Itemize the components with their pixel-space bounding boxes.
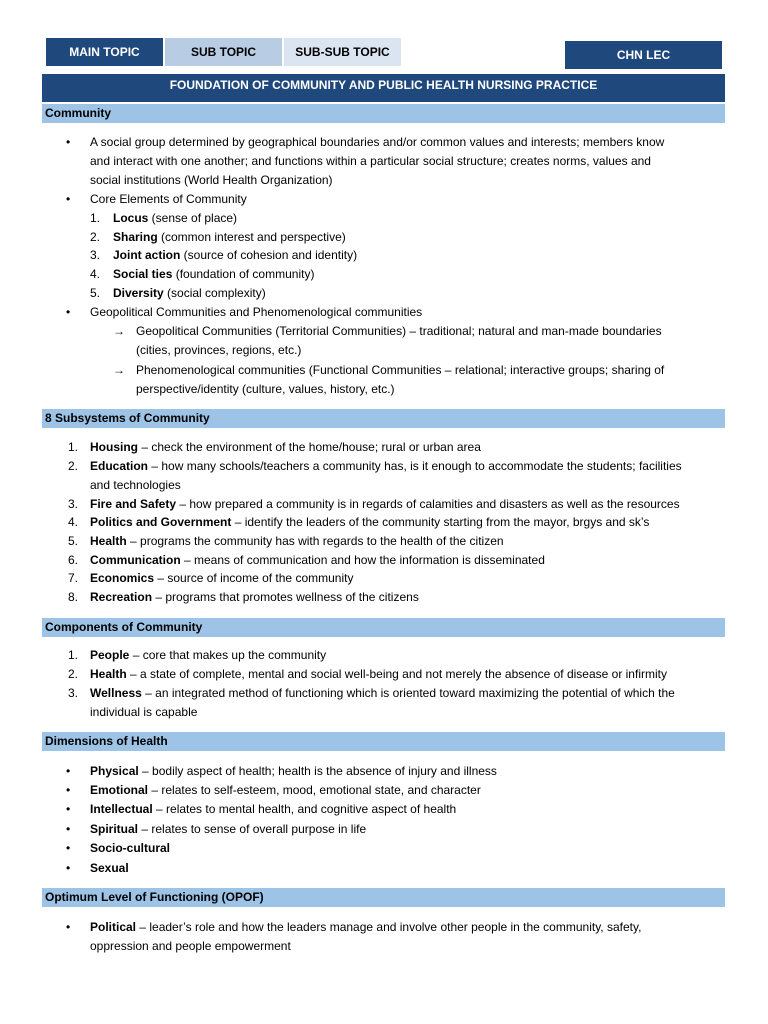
list-item: Phenomenological communities (Functional Communities – relational; interactive groups; sharing of (136, 363, 665, 377)
list-item: 6. (68, 553, 79, 567)
list-item: Spiritual – relates to sense of overall purpose in life (90, 822, 367, 836)
list-item: Intellectual – relates to mental health, and cognitive aspect of health (90, 802, 457, 816)
list-item: 1. (68, 440, 79, 454)
list-item: Sharing (common interest and perspective) (113, 230, 346, 244)
bullet-icon: • (66, 783, 71, 797)
tab-sub-sub-topic: SUB-SUB TOPIC (284, 38, 401, 66)
list-item: 4. (90, 267, 101, 281)
course-label: CHN LEC (565, 41, 722, 69)
community-definition-line: A social group determined by geographical boundaries and/or common values and interests; members know (90, 135, 665, 149)
list-item: Politics and Government – identify the leaders of the community starting from the mayor, brgys and sk’s (90, 515, 650, 529)
tab-sub-topic: SUB TOPIC (165, 38, 282, 66)
bullet-icon: • (66, 920, 71, 934)
arrow-icon: → (113, 363, 125, 377)
bullet-icon: • (66, 841, 71, 855)
bullet-icon: • (66, 861, 71, 875)
list-item: Wellness – an integrated method of functioning which is oriented toward maximizing the potential of which the (90, 686, 675, 700)
list-item: Socio-cultural (90, 841, 171, 855)
list-item: 3. (90, 248, 101, 262)
list-item: 5. (68, 534, 79, 548)
section-heading-opof: Optimum Level of Functioning (OPOF) (42, 888, 725, 907)
list-item: Economics – source of income of the community (90, 571, 354, 585)
list-item: 2. (90, 230, 101, 244)
list-item: Recreation – programs that promotes wellness of the citizens (90, 590, 419, 604)
section-heading-components: Components of Community (42, 618, 725, 637)
list-item: Health – programs the community has with regards to the health of the citizen (90, 534, 504, 548)
list-item: and technologies (90, 478, 181, 492)
geo-title: Geopolitical Communities and Phenomenological communities (90, 305, 423, 319)
list-item: Communication – means of communication and how the information is disseminated (90, 553, 545, 567)
list-item: 3. (68, 497, 79, 511)
list-item: Fire and Safety – how prepared a community is in regards of calamities and disasters as well as the resources (90, 497, 680, 511)
list-item: Political – leader’s role and how the leaders manage and involve other people in the community, safety, (90, 920, 642, 934)
list-item: (cities, provinces, regions, etc.) (136, 343, 302, 357)
arrow-icon: → (113, 324, 125, 338)
list-item: perspective/identity (culture, values, history, etc.) (136, 382, 395, 396)
list-item: Locus (sense of place) (113, 211, 238, 225)
list-item: Education – how many schools/teachers a community has, is it enough to accommodate the students; facilities (90, 459, 682, 473)
list-item: 1. (90, 211, 101, 225)
list-item: Diversity (social complexity) (113, 286, 266, 300)
list-item: People – core that makes up the community (90, 648, 327, 662)
section-heading-community: Community (42, 104, 725, 123)
list-item: 8. (68, 590, 79, 604)
bullet-icon: • (66, 802, 71, 816)
bullet-icon: • (66, 135, 71, 149)
list-item: individual is capable (90, 705, 198, 719)
list-item: Geopolitical Communities (Territorial Communities) – traditional; natural and man-made boundaries (136, 324, 662, 338)
core-elements-title: Core Elements of Community (90, 192, 247, 206)
list-item: 3. (68, 686, 79, 700)
list-item: Social ties (foundation of community) (113, 267, 315, 281)
list-item: oppression and people empowerment (90, 939, 291, 953)
list-item: 4. (68, 515, 79, 529)
list-item: Sexual (90, 861, 129, 875)
bullet-icon: • (66, 764, 71, 778)
list-item: 7. (68, 571, 79, 585)
bullet-icon: • (66, 822, 71, 836)
section-heading-dimensions: Dimensions of Health (42, 732, 725, 751)
list-item: Physical – bodily aspect of health; health is the absence of injury and illness (90, 764, 497, 778)
list-item: 5. (90, 286, 101, 300)
section-heading-subsystems: 8 Subsystems of Community (42, 409, 725, 428)
bullet-icon: • (66, 192, 71, 206)
page-title: FOUNDATION OF COMMUNITY AND PUBLIC HEALTH NURSING PRACTICE (42, 74, 725, 102)
list-item: 2. (68, 459, 79, 473)
bullet-icon: • (66, 305, 71, 319)
community-definition-line: and interact with one another; and functions within a particular social structure; creates norms, values and (90, 154, 651, 168)
tab-main-topic: MAIN TOPIC (46, 38, 163, 66)
list-item: 2. (68, 667, 79, 681)
list-item: 1. (68, 648, 79, 662)
list-item: Housing – check the environment of the home/house; rural or urban area (90, 440, 481, 454)
community-definition-line: social institutions (World Health Organization) (90, 173, 333, 187)
list-item: Health – a state of complete, mental and social well-being and not merely the absence of disease or infirmity (90, 667, 667, 681)
list-item: Joint action (source of cohesion and identity) (113, 248, 358, 262)
list-item: Emotional – relates to self-esteem, mood, emotional state, and character (90, 783, 481, 797)
